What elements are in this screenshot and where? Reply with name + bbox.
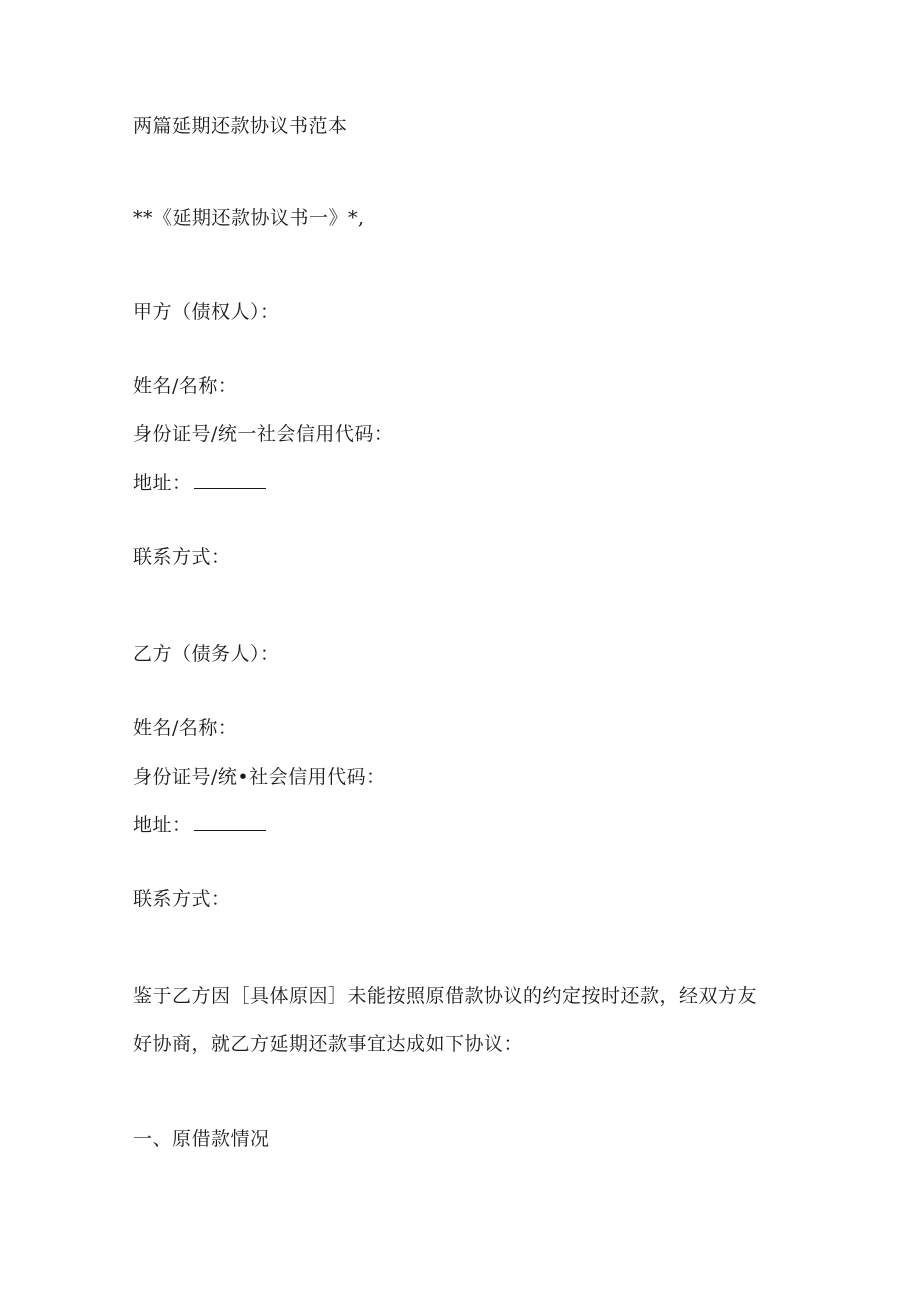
party-b-contact-label: 联系方式： [133,888,231,910]
party-a-contact-label: 联系方式： [133,546,231,568]
party-b-id-label: 身份证号/统•社会信用代码： [133,766,386,788]
party-a-heading: 甲方（债权人）： [133,301,280,323]
preamble-line-2: 好协商，就乙方延期还款事宜达成如下协议： [133,1033,524,1055]
party-b-heading: 乙方（债务人）： [133,643,280,665]
party-b-address-blank [194,813,266,831]
party-a-address-blank [194,471,266,489]
party-a-address-line [133,471,266,495]
party-b-address-line [133,813,266,837]
document-title: 两篇延期还款协议书范本 [133,115,348,137]
preamble-line-1: 鉴于乙方因［具体原因］未能按照原借款协议的约定按时还款，经双方友 [133,985,758,1007]
party-b-address-label: 地址： [133,814,192,836]
party-a-name-label: 姓名/名称： [133,375,238,397]
party-a-address-label: 地址： [133,472,192,494]
section-1-heading: 一、原借款情况 [133,1128,270,1150]
party-a-id-label: 身份证号/统一社会信用代码： [133,423,394,445]
party-b-name-label: 姓名/名称： [133,717,238,739]
agreement-subtitle: **《延期还款协议书一》*, [133,207,365,229]
